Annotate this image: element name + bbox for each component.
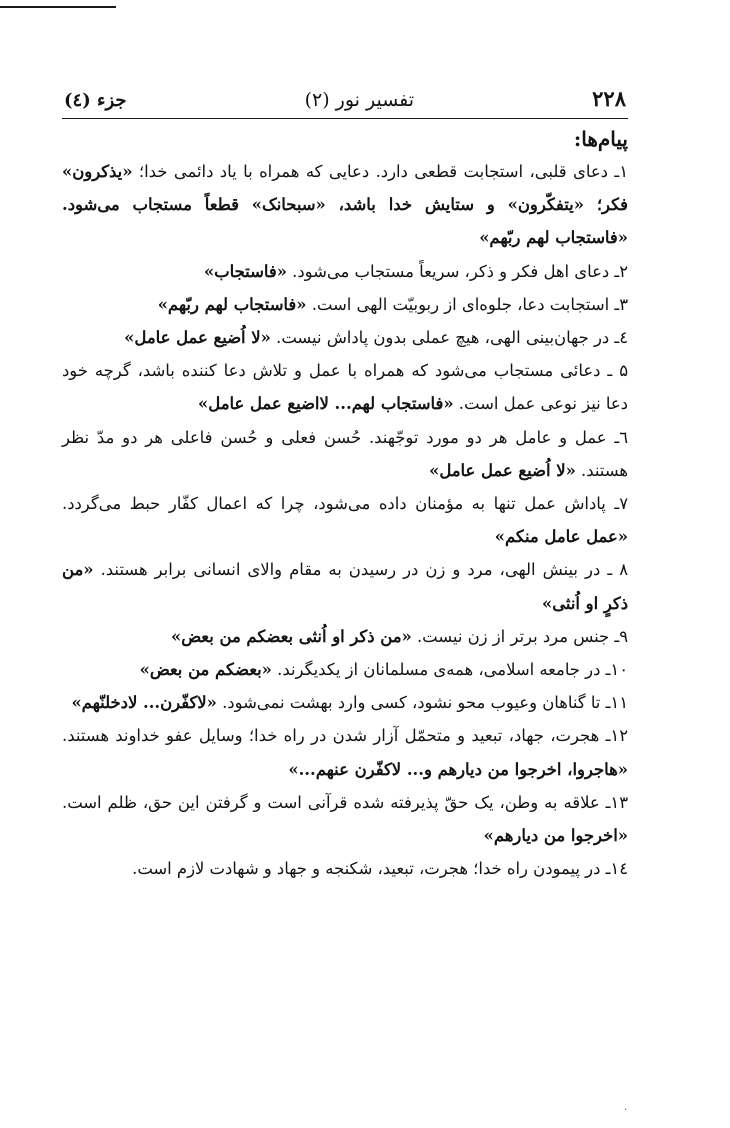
list-item	[62, 155, 628, 255]
item-text: ۱۳ـ علاقه به وطن، یک حقّ پذیرفته شده قرآنی است و گرفتن این حق، ظلم است.	[62, 792, 628, 812]
item-text: ۳ـ استجابت دعا، جلوه‌ای از ربوبیّت الهی است.	[306, 294, 628, 314]
quran-quote: «لاکفّرن... لادخلنّهم»	[71, 693, 217, 713]
quran-quote: «فاستجاب»	[203, 261, 287, 281]
item-text: ۱۲ـ هجرت، جهاد، تبعید و متحمّل آزار شدن در راه خدا؛ وسایل عفو خداوند هستند.	[62, 726, 628, 746]
book-page	[62, 86, 628, 885]
item-text: ۹ـ جنس مرد برتر از زن نیست.	[411, 626, 628, 646]
list-item	[62, 421, 628, 487]
list-item	[62, 852, 628, 885]
quran-quote: «هاجروا، اخرجوا من دیارهم و... لاکفّرن عنهم...»	[288, 759, 628, 779]
quran-quote: «لا اُضیع عمل عامل»	[124, 328, 271, 348]
item-text: ۵ ـ دعائی مستجاب می‌شود که همراه با عمل و تلاش دعا کننده باشد، گرچه خود دعا نیز نوعی عمل است.	[62, 361, 628, 414]
part-label: جزء (٤)	[64, 90, 127, 111]
item-text: ٦ـ عمل و عامل هر دو مورد توجّهند. حُسن فعلی و حُسن فاعلی هر دو مدّ نظر هستند.	[62, 427, 628, 480]
quran-quote: «لا اُضیع عمل عامل»	[429, 460, 576, 480]
list-item	[62, 620, 628, 653]
list-item	[62, 354, 628, 420]
quran-quote: «فاستجاب لهم... لااضیع عمل عامل»	[198, 394, 454, 414]
item-text: ۱۰ـ در جامعه اسلامی، همه‌ی مسلمانان از یکدیگرند.	[271, 660, 628, 680]
list-item	[62, 553, 628, 619]
list-item	[62, 321, 628, 354]
book-title: تفسیر نور (۲)	[304, 89, 415, 111]
top-edge-rule	[0, 6, 116, 8]
item-text: ١٤ـ در پیمودن راه خدا؛ هجرت، تبعید، شکنجه و جهاد و شهادت لازم است.	[132, 859, 628, 879]
item-text: ۱ـ دعای قلبی، استجابت قطعی دارد. دعایی که همراه با یاد دائمی خدا؛	[132, 162, 628, 181]
scan-speck: .	[624, 1102, 628, 1113]
quran-quote: «من ذکر او اُنثی بعضکم من بعض»	[170, 626, 412, 646]
item-text: ۸ ـ در بینش الهی، مرد و زن در رسیدن به مقام والای انسانی برابر هستند.	[93, 560, 628, 580]
quran-quote: «اخرجوا من دیارهم»	[483, 826, 628, 846]
list-item	[62, 719, 628, 785]
item-text: ۷ـ پاداش عمل تنها به مؤمنان داده می‌شود، چرا که اعمال کفّار حبط می‌گردد.	[62, 494, 628, 514]
quran-quote: «عمل عامل منکم»	[494, 527, 628, 547]
section-heading: پیام‌ها:	[573, 127, 628, 151]
quran-quote: «بعضکم من بعض»	[139, 660, 272, 680]
quran-quote: «یذکرون» فکر؛ «یتفکّرون» و ستایش خدا باشد، «سبحانک» قطعاً مستجاب می‌شود. «فاستجاب لهم ربّهم»	[62, 162, 628, 248]
quran-quote: «من ذکرٍ او اُنثی»	[62, 560, 628, 613]
messages-list	[62, 155, 628, 885]
list-item	[62, 786, 628, 852]
quran-quote: «فاستجاب لهم ربّهم»	[157, 294, 307, 314]
list-item	[62, 653, 628, 686]
item-text: ٤ـ در جهان‌بینی الهی، هیچ عملی بدون پاداش نیست.	[270, 328, 628, 348]
list-item	[62, 487, 628, 553]
list-item	[62, 288, 628, 321]
item-text: ۲ـ دعای اهل فکر و ذکر، سریعاً مستجاب می‌شود.	[286, 261, 628, 281]
list-item	[62, 255, 628, 288]
running-header	[62, 86, 628, 119]
item-text: ۱۱ـ تا گناهان وعیوب محو نشود، کسی وارد بهشت نمی‌شود.	[216, 693, 628, 713]
page-number: ۲۲۸	[592, 86, 626, 111]
list-item	[62, 686, 628, 719]
